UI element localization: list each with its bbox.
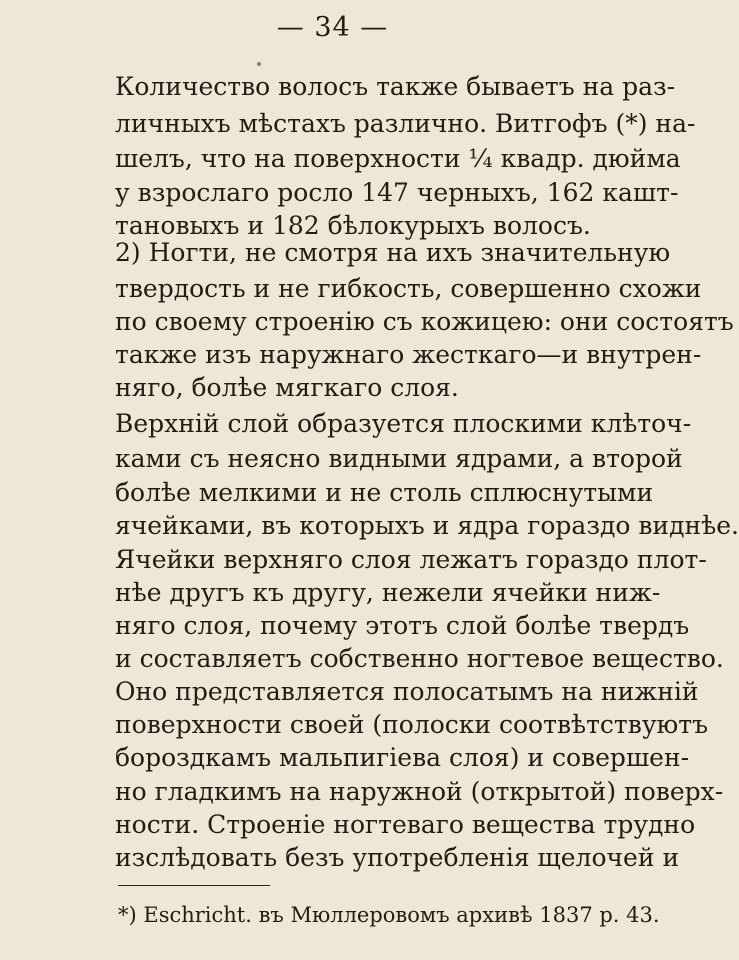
text-line: и составляетъ собственно ногтевое вещество. [115, 644, 724, 673]
text-line: Количество волосъ также бываетъ на раз- [115, 72, 676, 101]
text-line: няго слоя, почему этотъ слой болѣе твердъ [115, 611, 690, 640]
text-line: также изъ наружнаго жесткаго—и внутрен- [115, 340, 702, 369]
text-line: изслѣдовать безъ употребленія щелочей и [115, 843, 680, 872]
footnote: *) Eschricht. въ Мюллеровомъ архивѣ 1837 р. 43. [118, 903, 660, 927]
text-line: шелъ, что на поверхности ¼ квадр. дюйма [115, 144, 681, 173]
text-line: ячейками, въ которыхъ и ядра гораздо виднѣе. [115, 511, 739, 540]
text-line: но гладкимъ на наружной (открытой) поверх- [115, 777, 724, 806]
text-line: ности. Строеніе ногтеваго вещества трудно [115, 810, 696, 839]
footnote-rule [118, 885, 270, 886]
text-line: тановыхъ и 182 бѣлокурыхъ волосъ. [115, 211, 591, 240]
text-line: 2) Ногти, не смотря на ихъ значительную [115, 238, 671, 267]
text-line: у взрослаго росло 147 черныхъ, 162 кашт- [115, 178, 679, 207]
text-line: личныхъ мѣстахъ различно. Витгофъ (*) на- [115, 109, 696, 138]
ink-speck [257, 62, 261, 66]
text-line: Ячейки верхняго слоя лежатъ гораздо плот- [115, 545, 707, 574]
text-line: Верхній слой образуется плоскими клѣточ- [115, 409, 692, 438]
text-line: болѣе мелкими и не столь сплюснутыми [115, 478, 654, 507]
text-line: поверхности своей (полоски соотвѣтствуютъ [115, 710, 709, 739]
text-line: бороздкамъ мальпигіева слоя) и совершен- [115, 743, 690, 772]
page-number: — 34 — [276, 12, 389, 43]
text-line: ками съ неясно видными ядрами, а второй [115, 444, 683, 473]
text-line: нѣе другъ къ другу, нежели ячейки ниж- [115, 578, 661, 607]
text-line: няго, болѣе мягкаго слоя. [115, 373, 459, 402]
text-line: по своему строенію съ кожицею: они состоятъ [115, 307, 734, 336]
text-line: твердость и не гибкость, совершенно схожи [115, 274, 702, 303]
text-line: Оно представляется полосатымъ на нижній [115, 677, 699, 706]
